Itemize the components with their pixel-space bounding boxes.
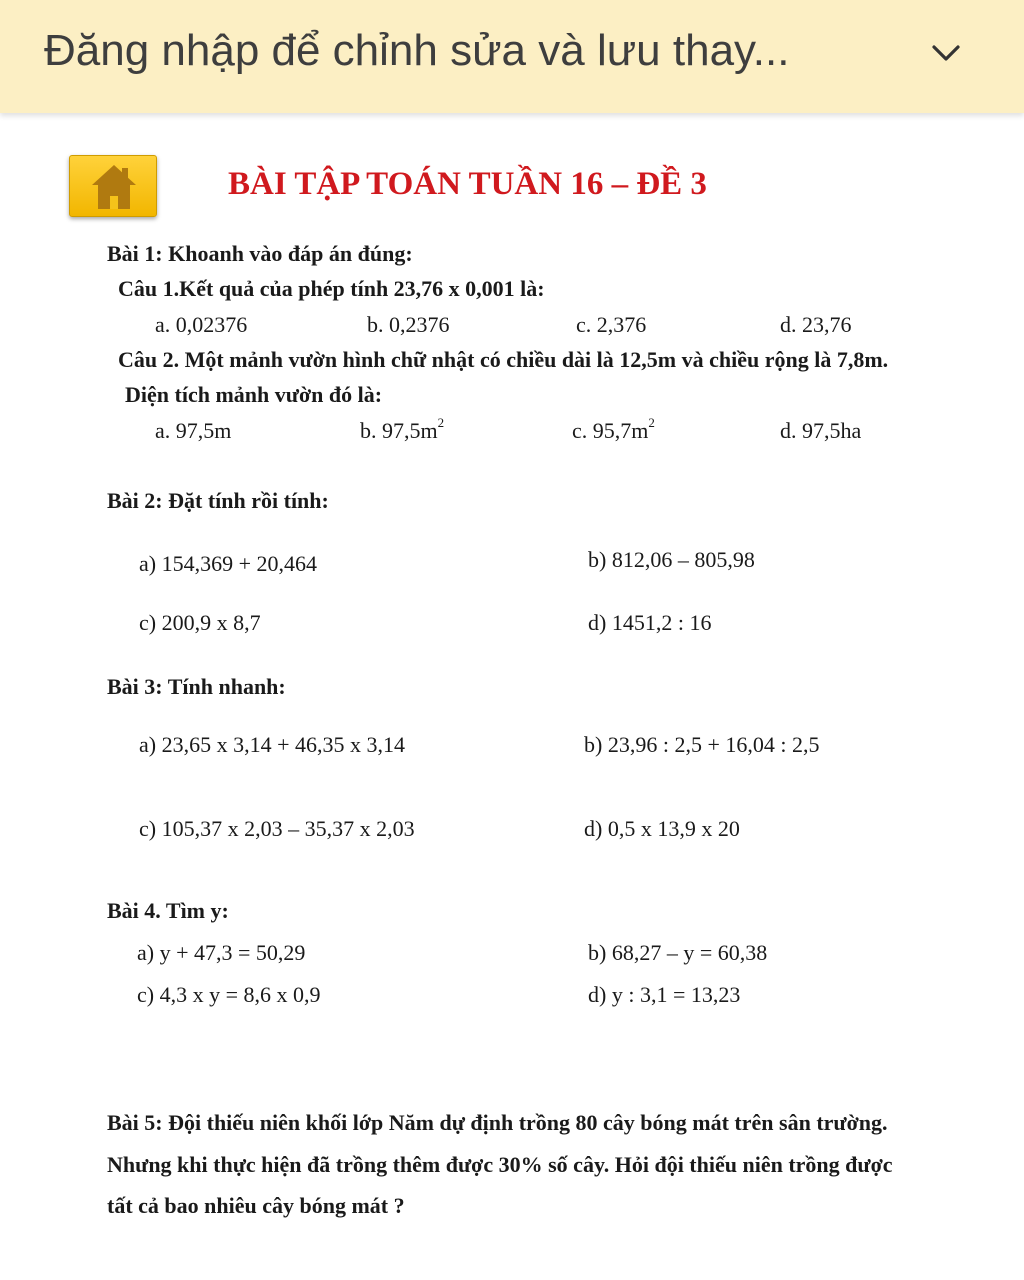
bai5-line-3: tất cả bao nhiêu cây bóng mát ? (107, 1193, 405, 1218)
cau1-option-d: d. 23,76 (780, 312, 852, 337)
cau1-option-a: a. 0,02376 (155, 312, 248, 337)
cau2-option-a: a. 97,5m (155, 418, 232, 443)
bai3-heading: Bài 3: Tính nhanh: (107, 674, 286, 699)
chevron-down-icon[interactable] (928, 38, 964, 68)
home-button[interactable] (69, 155, 157, 217)
bai2-item-b: b) 812,06 – 805,98 (588, 547, 755, 572)
bai4-item-b: b) 68,27 – y = 60,38 (588, 940, 768, 965)
bai4-heading: Bài 4. Tìm y: (107, 898, 229, 923)
cau2-option-d: d. 97,5ha (780, 418, 862, 443)
bai3-item-d: d) 0,5 x 13,9 x 20 (584, 816, 740, 841)
bai3-item-a: a) 23,65 x 3,14 + 46,35 x 3,14 (139, 732, 405, 757)
bai4-item-d: d) y : 3,1 = 13,23 (588, 982, 741, 1007)
bai3-item-b: b) 23,96 : 2,5 + 16,04 : 2,5 (584, 732, 820, 757)
cau1-option-b: b. 0,2376 (367, 312, 450, 337)
bai4-item-c: c) 4,3 x y = 8,6 x 0,9 (137, 982, 321, 1007)
bai2-item-a: a) 154,369 + 20,464 (139, 551, 317, 576)
cau2-option-b: b. $97,5m^2$ (360, 415, 445, 443)
cau1-option-c: c. 2,376 (576, 312, 647, 337)
bai3-item-c: c) 105,37 x 2,03 – 35,37 x 2,03 (139, 816, 415, 841)
cau2-question: Câu 2. Một mảnh vườn hình chữ nhật có chiều dài là 12,5m và chiều rộng là 7,8m. (118, 347, 889, 372)
unit-superscript: 2 (648, 415, 655, 430)
home-icon (90, 162, 138, 212)
cau2-option-c: c. $95,7m^2$ (572, 415, 655, 443)
login-banner[interactable] (0, 0, 1024, 113)
bai4-item-a: a) y + 47,3 = 50,29 (137, 940, 306, 965)
unit-superscript: 2 (437, 415, 445, 430)
cau2-question-line2: Diện tích mảnh vườn đó là: (125, 382, 383, 407)
bai2-item-d: d) 1451,2 : 16 (588, 610, 712, 635)
document-title: BÀI TẬP TOÁN TUẦN 16 – ĐỀ 3 (228, 166, 707, 202)
bai2-item-c: c) 200,9 x 8,7 (139, 610, 261, 635)
bai2-heading: Bài 2: Đặt tính rồi tính: (107, 488, 329, 513)
cau1-question: Câu 1.Kết quả của phép tính 23,76 x 0,001 là: (118, 276, 545, 301)
bai5-line-2: Nhưng khi thực hiện đã trồng thêm được 30% số cây. Hỏi đội thiếu niên trồng được (107, 1152, 893, 1177)
bai1-heading: Bài 1: Khoanh vào đáp án đúng: (107, 241, 413, 266)
login-banner-title[interactable]: Đăng nhập để chỉnh sửa và lưu thay... (44, 26, 790, 75)
bai5-line-1: Bài 5: Đội thiếu niên khối lớp Năm dự định trồng 80 cây bóng mát trên sân trường. (107, 1110, 888, 1135)
